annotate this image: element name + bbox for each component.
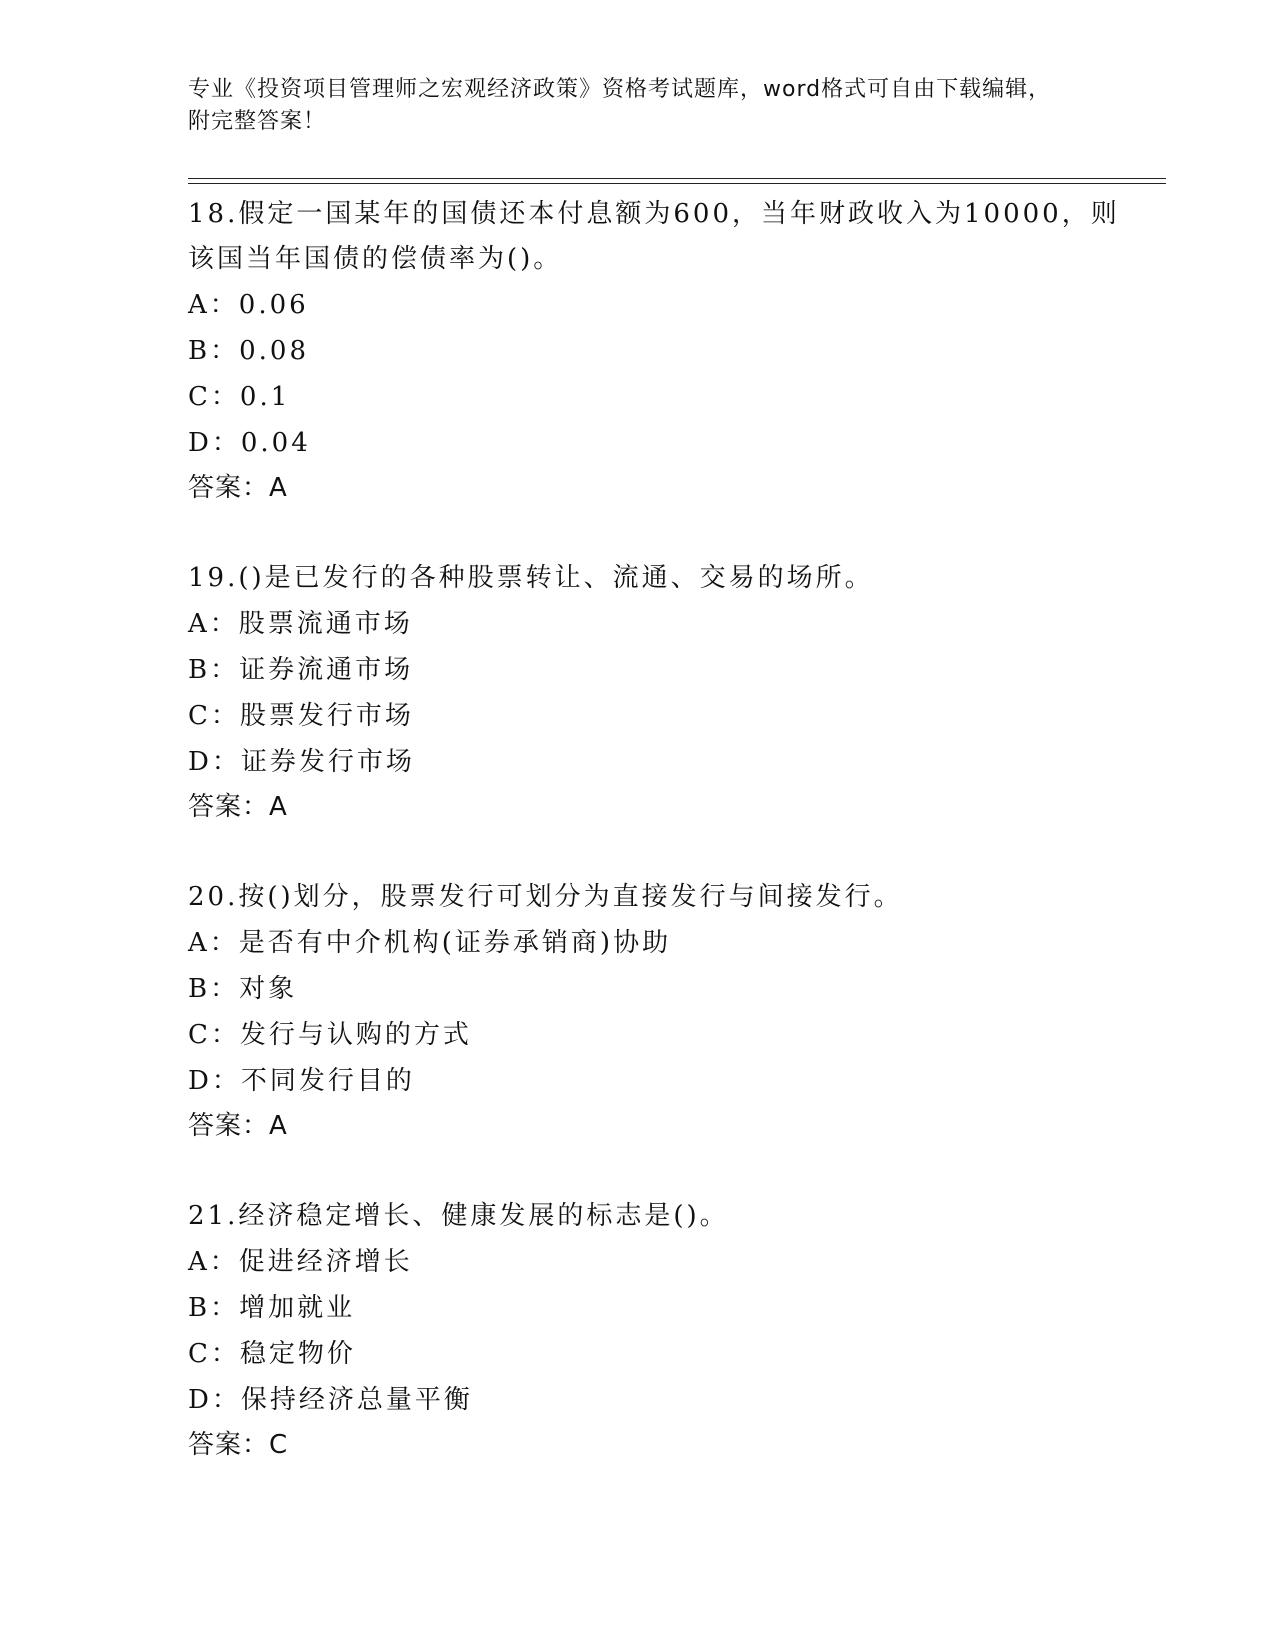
option-key: D： bbox=[188, 747, 241, 777]
option-text: 促进经济增长 bbox=[238, 1247, 413, 1277]
option-text: 证券发行市场 bbox=[240, 747, 415, 777]
question-text: 假定一国某年的国债还本付息额为600，当年财政收入为10000，则该国当年国债的偿债率为()。 bbox=[188, 199, 1120, 274]
option-key: C： bbox=[188, 1020, 240, 1050]
question-text: 经济稳定增长、健康发展的标志是()。 bbox=[238, 1201, 729, 1231]
option-key: D： bbox=[188, 1066, 241, 1096]
answer-line: 答案：A bbox=[188, 473, 288, 503]
option-a bbox=[188, 1239, 1148, 1285]
option-a bbox=[188, 282, 1148, 328]
option-key: B： bbox=[188, 974, 240, 1004]
document-header bbox=[188, 74, 1068, 138]
question-number: 20. bbox=[188, 882, 239, 912]
option-text: 0.06 bbox=[238, 290, 309, 320]
question-list bbox=[188, 192, 1148, 1513]
option-key: D： bbox=[188, 1385, 241, 1415]
option-b bbox=[188, 1285, 1148, 1331]
option-text: 0.1 bbox=[239, 382, 291, 412]
option-text: 增加就业 bbox=[239, 1293, 356, 1323]
option-text: 0.04 bbox=[240, 428, 311, 458]
option-text: 保持经济总量平衡 bbox=[240, 1385, 473, 1415]
option-b bbox=[188, 647, 1148, 693]
option-key: B： bbox=[188, 655, 240, 685]
option-text: 是否有中介机构(证券承销商)协助 bbox=[238, 928, 672, 958]
option-text: 对象 bbox=[239, 974, 298, 1004]
option-key: D： bbox=[188, 428, 241, 458]
answer-line: 答案：C bbox=[188, 1430, 289, 1460]
answer-line: 答案：A bbox=[188, 792, 288, 822]
option-key: A： bbox=[188, 609, 239, 639]
option-c bbox=[188, 374, 1148, 420]
option-d bbox=[188, 420, 1148, 466]
question-20 bbox=[188, 875, 1148, 1148]
option-text: 股票发行市场 bbox=[239, 701, 414, 731]
option-key: B： bbox=[188, 336, 240, 366]
question-number: 21. bbox=[188, 1201, 239, 1231]
question-18 bbox=[188, 192, 1148, 510]
option-text: 发行与认购的方式 bbox=[239, 1020, 472, 1050]
option-d bbox=[188, 739, 1148, 785]
answer-line: 答案：A bbox=[188, 1111, 288, 1141]
option-text: 0.08 bbox=[239, 336, 309, 366]
option-key: B： bbox=[188, 1293, 240, 1323]
option-b bbox=[188, 328, 1148, 374]
option-c bbox=[188, 693, 1148, 739]
question-text: ()是已发行的各种股票转让、流通、交易的场所。 bbox=[238, 563, 874, 593]
option-key: C： bbox=[188, 382, 240, 412]
option-text: 稳定物价 bbox=[239, 1339, 356, 1369]
question-number: 18. bbox=[188, 199, 239, 229]
option-key: C： bbox=[188, 1339, 240, 1369]
option-key: A： bbox=[188, 290, 239, 320]
option-d bbox=[188, 1058, 1148, 1104]
option-key: C： bbox=[188, 701, 240, 731]
option-text: 不同发行目的 bbox=[240, 1066, 415, 1096]
header-text: 专业《投资项目管理师之宏观经济政策》资格考试题库，word格式可自由下载编辑，附完整答案！ bbox=[188, 77, 1052, 134]
question-stem bbox=[188, 556, 1148, 601]
option-key: A： bbox=[188, 928, 239, 958]
header-divider-top bbox=[188, 178, 1166, 179]
question-text: 按()划分，股票发行可划分为直接发行与间接发行。 bbox=[238, 882, 903, 912]
question-stem bbox=[188, 192, 1148, 282]
question-number: 19. bbox=[188, 563, 239, 593]
question-stem bbox=[188, 1194, 1148, 1239]
option-c bbox=[188, 1012, 1148, 1058]
option-a bbox=[188, 920, 1148, 966]
option-b bbox=[188, 966, 1148, 1012]
option-d bbox=[188, 1377, 1148, 1423]
question-19 bbox=[188, 556, 1148, 829]
option-text: 证券流通市场 bbox=[239, 655, 414, 685]
header-divider-bottom bbox=[188, 183, 1166, 184]
option-c bbox=[188, 1331, 1148, 1377]
option-text: 股票流通市场 bbox=[238, 609, 413, 639]
option-a bbox=[188, 601, 1148, 647]
option-key: A： bbox=[188, 1247, 239, 1277]
question-21 bbox=[188, 1194, 1148, 1467]
question-stem bbox=[188, 875, 1148, 920]
